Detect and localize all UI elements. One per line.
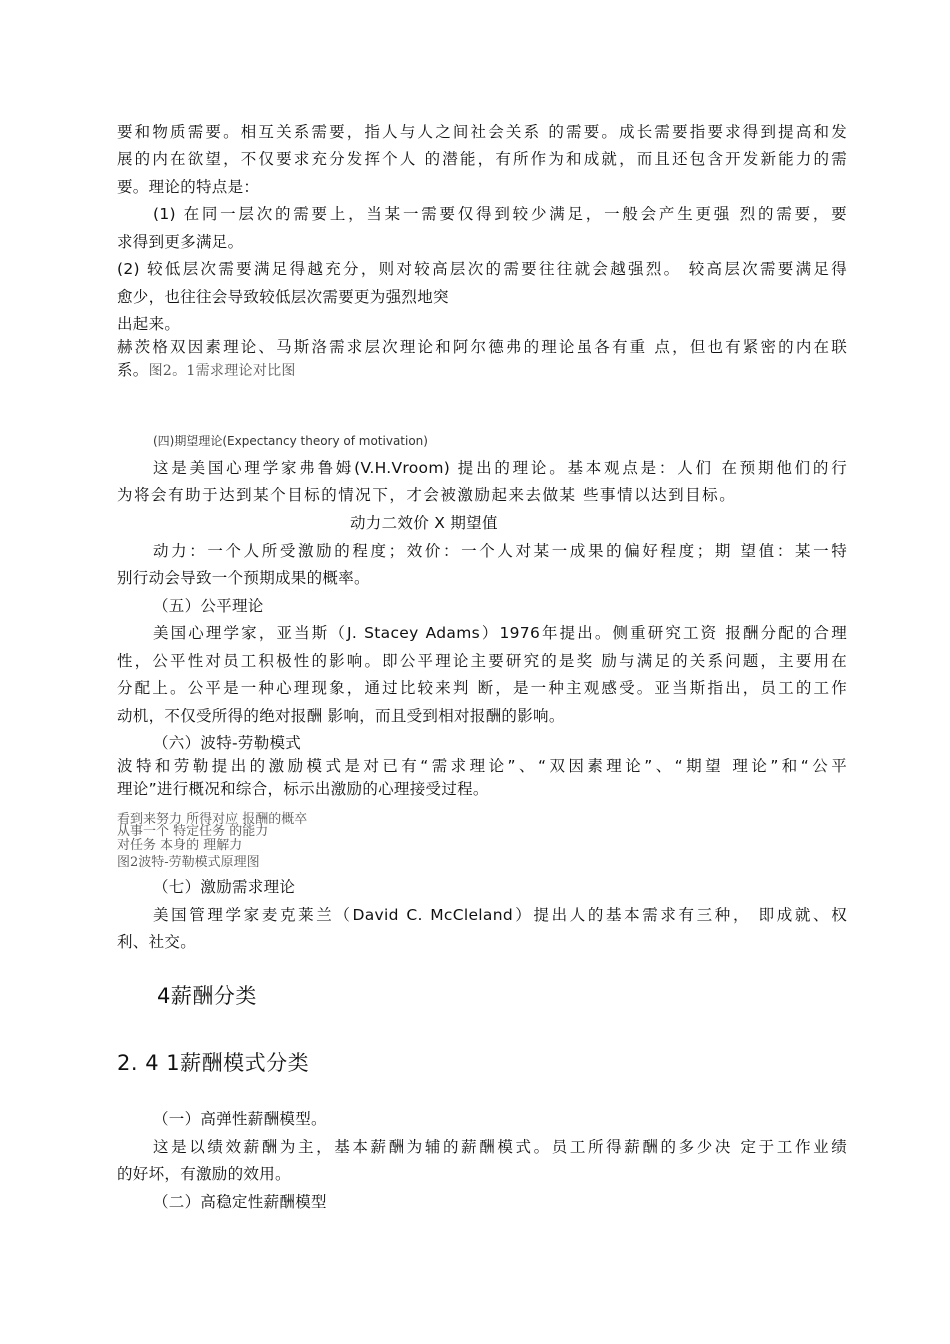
- figure-caption: 图2。1需求理论对比图: [148, 363, 296, 379]
- text-line: 要和物质需要。相互关系需要，指人与人之间社会关系 的需要。成长需要指要求得到提高和发: [117, 123, 847, 141]
- figure-label: 看到来努力 所得对应 报酬的概卒: [117, 812, 308, 827]
- text-line: 利、社交。: [117, 933, 197, 951]
- section-heading: （六）波特-劳勒模式: [153, 734, 302, 752]
- text-line: 求得到更多满足。: [117, 233, 244, 251]
- text-line: 出起来。: [117, 315, 181, 333]
- text-line: 这是以绩效薪酬为主，基本薪酬为辅的薪酬模式。员工所得薪酬的多少决 定于工作业绩: [153, 1138, 847, 1156]
- text-line: 性，公平性对员工积极性的影响。即公平理论主要研究的是奖 励与满足的关系问题，主要用在: [117, 652, 847, 670]
- section-heading: (四)期望理论(Expectancy theory of motivation): [153, 434, 428, 448]
- text-line: 愈少，也往往会导致较低层次需要更为强烈地突: [117, 288, 449, 306]
- section-heading: （五）公平理论: [153, 597, 264, 615]
- text-line: 理论”进行概况和综合，标示出激励的心理接受过程。: [117, 780, 489, 798]
- text-line: 的好坏，有激励的效用。: [117, 1165, 291, 1183]
- text-fragment: 系。: [117, 361, 149, 379]
- text-line: 波特和劳勒提出的激励模式是对已有“需求理论”、“双因素理论”、“期望 理论”和“公平: [117, 757, 847, 775]
- figure-label: 对任务 本身的 理解力: [117, 838, 243, 853]
- subsection-heading: （一）高弹性薪酬模型。: [153, 1110, 327, 1128]
- text-line: 这是美国心理学家弗鲁姆(V.H.Vroom) 提出的理论。基本观点是：人们 在预期他们的行: [153, 459, 847, 477]
- text-line: 美国心理学家，亚当斯（J. Stacey Adams）1976年提出。侧重研究工资 报酬分配的合理: [153, 624, 847, 642]
- text-line: 为将会有助于达到某个目标的情况下，才会被激励起来去做某 些事情以达到目标。: [117, 486, 735, 504]
- section-heading: （七）激励需求理论: [153, 878, 296, 896]
- text-line: [117, 360, 847, 381]
- text-line: 动机，不仅受所得的绝对报酬 影响，而且受到相对报酬的影响。: [117, 707, 565, 725]
- figure-label: 从事一个 特定任务 的能力: [117, 824, 269, 839]
- text-line: 展的内在欲望，不仅要求充分发挥个人 的潜能，有所作为和成就，而且还包含开发新能力的需: [117, 150, 847, 168]
- section-title: 2. 4 1薪酬模式分类: [117, 1051, 310, 1075]
- text-line: (1) 在同一层次的需要上，当某一需要仅得到较少满足，一般会产生更强 烈的需要，要: [153, 205, 847, 223]
- figure-caption: 图2波特-劳勒模式原理图: [117, 855, 260, 870]
- text-line: 动力：一个人所受激励的程度；效价：一个人对某一成果的偏好程度；期 望值：某一特: [153, 542, 847, 560]
- text-line: 美国管理学家麦克莱兰（David C. McCleland）提出人的基本需求有三种， 即成就、权: [153, 906, 847, 924]
- section-title: 4薪酬分类: [157, 984, 257, 1008]
- text-line: 别行动会导致一个预期成果的概率。: [117, 569, 370, 587]
- subsection-heading: （二）高稳定性薪酬模型: [153, 1193, 327, 1211]
- text-line: (2) 较低层次需要满足得越充分，则对较高层次的需要往往就会越强烈。 较高层次需要满足得: [117, 260, 847, 278]
- text-line: 分配上。公平是一种心理现象，通过比较来判 断，是一种主观感受。亚当斯指出，员工的工作: [117, 679, 847, 697]
- text-line: 赫茨格双因素理论、马斯洛需求层次理论和阿尔德弗的理论虽各有重 点，但也有紧密的内在联: [117, 338, 847, 356]
- text-line: 要。理论的特点是：: [117, 178, 260, 196]
- formula: 动力二效价 X 期望值: [350, 514, 498, 532]
